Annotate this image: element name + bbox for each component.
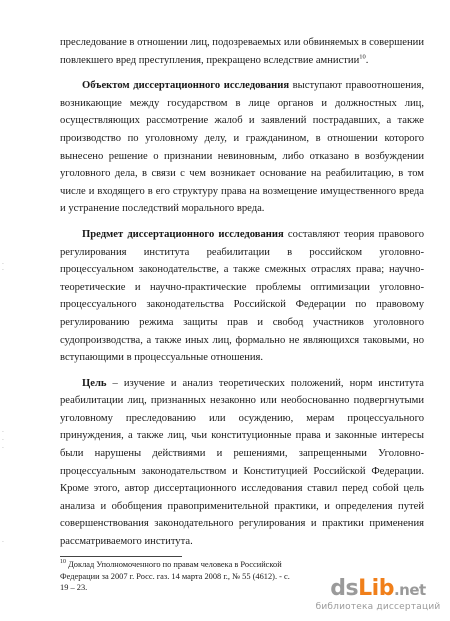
paragraph-subject: Предмет диссертационного исследования составляют теория правового регулирования института реабилитации в российском уголовно-процессуальном законодательстве, а также смежных отраслях права; научно-теоретические и научно-практические проблемы оптимизации уголовно-процессуального законодательства Российской Федерации по правовому регулированию режима защиты прав и свобод участников уголовного судопроизводства, а также иных лиц, формально не являющихся таковыми, но вступающими в процессуальные отношения. (60, 228, 424, 364)
scan-mark: · (2, 437, 4, 444)
scan-mark: · (2, 267, 4, 274)
logo-brand: dsLib (330, 576, 394, 601)
scan-mark: · (2, 445, 4, 452)
body-text (60, 34, 424, 551)
paragraph-lead: Цель (82, 377, 107, 389)
logo-tld: .net (393, 581, 426, 599)
paragraph-1: преследование в отношении лиц, подозреваемых или обвиняемых в совершении повлекшего вред преступления, прекращено вследствие амнистии$^{10}$. (60, 37, 424, 66)
footnote-divider (60, 556, 182, 557)
paragraph-lead: Предмет диссертационного исследования (82, 228, 284, 240)
footnote (60, 559, 300, 594)
footnote-ref[interactable]: 10 (359, 53, 366, 61)
logo-tagline: библиотека диссертаций (315, 602, 441, 612)
paragraph-goal: Цель – изучение и анализ теоретических положений, норм института реабилитации лиц, признанных незаконно или необоснованно подвергнутыми уголовному преследованию или осуждению, мерам процессуального принуждения, а также лиц, чьи конституционные права и законные интересы были нарушены действиями и решениями, запрещенными Уголовно-процессуальным законодательством и Конституцией Российской Федерации. Кроме этого, автор диссертационного исследования ставил перед собой цель анализа и обобщения правоприменительной практики, и определения путей совершенствования законодательного регулирования и практики применения рассматриваемого института. (60, 377, 424, 548)
scan-mark: · (2, 539, 4, 546)
dslib-logo[interactable] (312, 577, 444, 617)
scan-mark: · (2, 429, 4, 436)
paragraph-lead: Объектом диссертационного исследования (82, 80, 290, 92)
paragraph-object: Объектом диссертационного исследования выступают правоотношения, возникающие между государством в лице органов и должностных лиц, осуществляющих рассмотрение жалоб и заявлений пострадавших, а также производство по уголовному делу, и гражданином, в отношении которого вынесено решение о признании невиновным, либо отказано в возбуждении уголовного дела, в связи с чем возникает основание на реабилитацию, в том числе и входящего в его структуру права на возмещение имущественного вреда и устранение последствий морального вреда. (60, 80, 424, 215)
footnote-number: 10 (60, 559, 66, 566)
scan-mark: · (2, 261, 4, 268)
footnote-text: Доклад Уполномоченного по правам человека в Российской Федерации за 2007 г. Росс. газ. 14 марта 2008 г., № 55 (4612). - с. 19 – 23. (60, 560, 290, 592)
